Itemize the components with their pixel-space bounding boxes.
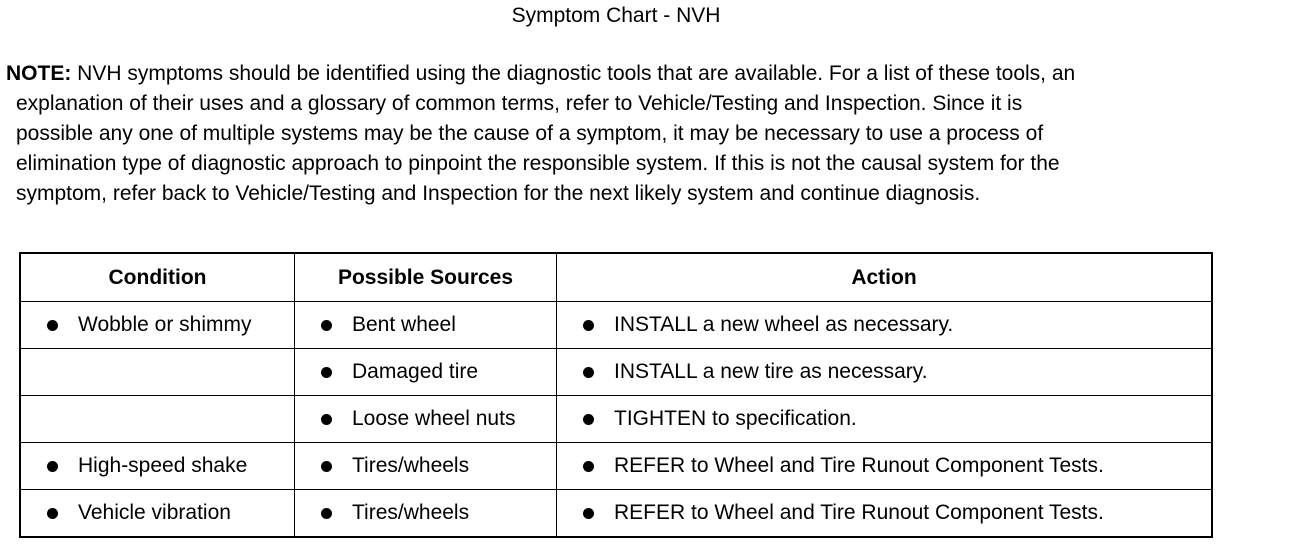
condition-cell-text: High-speed shake bbox=[78, 454, 248, 477]
note-line bbox=[6, 59, 1296, 89]
bullet-icon bbox=[321, 414, 332, 425]
source-cell-text: Damaged tire bbox=[352, 360, 479, 383]
source-cell bbox=[295, 302, 557, 349]
source-cell-content bbox=[295, 407, 556, 431]
note-paragraph bbox=[6, 59, 1296, 209]
table-row bbox=[20, 302, 1212, 349]
note-line: symptom, refer back to Vehicle/Testing and Inspection for the next likely system and continue diagnosis. bbox=[16, 182, 981, 205]
action-cell bbox=[557, 396, 1213, 443]
source-cell-content bbox=[295, 454, 556, 478]
table-row bbox=[20, 490, 1212, 538]
condition-cell bbox=[20, 349, 295, 396]
source-cell-text: Tires/wheels bbox=[352, 501, 470, 524]
action-cell bbox=[557, 302, 1213, 349]
note-text: NVH symptoms should be identified using the diagnostic tools that are available. For a list of these tools, an bbox=[71, 62, 1076, 85]
action-cell-content bbox=[557, 360, 1211, 384]
action-cell-text: REFER to Wheel and Tire Runout Component Tests. bbox=[614, 501, 1104, 524]
condition-cell-text: Vehicle vibration bbox=[78, 501, 231, 524]
header-condition: Condition bbox=[20, 253, 295, 302]
note-line: elimination type of diagnostic approach to pinpoint the responsible system. If this is not the causal system for the bbox=[16, 152, 1060, 175]
condition-cell-content bbox=[21, 501, 294, 525]
source-cell-content bbox=[295, 501, 556, 525]
page-title: Symptom Chart - NVH bbox=[511, 4, 721, 27]
bullet-icon bbox=[47, 508, 58, 519]
note-label: NOTE: bbox=[6, 62, 72, 85]
bullet-icon bbox=[583, 461, 594, 472]
bullet-icon bbox=[321, 508, 332, 519]
source-cell bbox=[295, 443, 557, 490]
source-cell bbox=[295, 396, 557, 443]
condition-cell-content bbox=[21, 454, 294, 478]
action-cell-content bbox=[557, 501, 1211, 525]
action-cell-text: REFER to Wheel and Tire Runout Component Tests. bbox=[614, 454, 1104, 477]
source-cell bbox=[295, 349, 557, 396]
bullet-icon bbox=[583, 367, 594, 378]
action-cell bbox=[557, 443, 1213, 490]
bullet-icon bbox=[321, 367, 332, 378]
condition-cell bbox=[20, 396, 295, 443]
condition-cell-content bbox=[21, 313, 294, 337]
note-line: explanation of their uses and a glossary of common terms, refer to Vehicle/Testing and Inspection. Since it is bbox=[16, 92, 1023, 115]
table-row bbox=[20, 349, 1212, 396]
bullet-icon bbox=[47, 461, 58, 472]
action-cell bbox=[557, 349, 1213, 396]
source-cell-text: Loose wheel nuts bbox=[352, 407, 516, 430]
condition-cell-text: Wobble or shimmy bbox=[78, 313, 252, 336]
action-cell bbox=[557, 490, 1213, 538]
condition-cell bbox=[20, 443, 295, 490]
header-action: Action bbox=[557, 253, 1213, 302]
action-cell-text: INSTALL a new tire as necessary. bbox=[614, 360, 928, 383]
bullet-icon bbox=[583, 508, 594, 519]
source-cell-text: Tires/wheels bbox=[352, 454, 470, 477]
symptom-table bbox=[19, 252, 1213, 538]
condition-cell bbox=[20, 302, 295, 349]
source-cell bbox=[295, 490, 557, 538]
bullet-icon bbox=[47, 320, 58, 331]
table-row bbox=[20, 396, 1212, 443]
action-cell-content bbox=[557, 407, 1211, 431]
source-cell-content bbox=[295, 313, 556, 337]
action-cell-text: TIGHTEN to specification. bbox=[614, 407, 857, 430]
header-possible-sources: Possible Sources bbox=[295, 253, 557, 302]
condition-cell bbox=[20, 490, 295, 538]
table-header-row bbox=[20, 253, 1212, 302]
note-line: possible any one of multiple systems may be the cause of a symptom, it may be necessary to use a process of bbox=[16, 122, 1044, 145]
action-cell-text: INSTALL a new wheel as necessary. bbox=[614, 313, 954, 336]
table-body bbox=[20, 302, 1212, 538]
action-cell-content bbox=[557, 454, 1211, 478]
source-cell-text: Bent wheel bbox=[352, 313, 456, 336]
table-row bbox=[20, 443, 1212, 490]
action-cell-content bbox=[557, 313, 1211, 337]
bullet-icon bbox=[321, 461, 332, 472]
bullet-icon bbox=[583, 414, 594, 425]
bullet-icon bbox=[321, 320, 332, 331]
source-cell-content bbox=[295, 360, 556, 384]
bullet-icon bbox=[583, 320, 594, 331]
